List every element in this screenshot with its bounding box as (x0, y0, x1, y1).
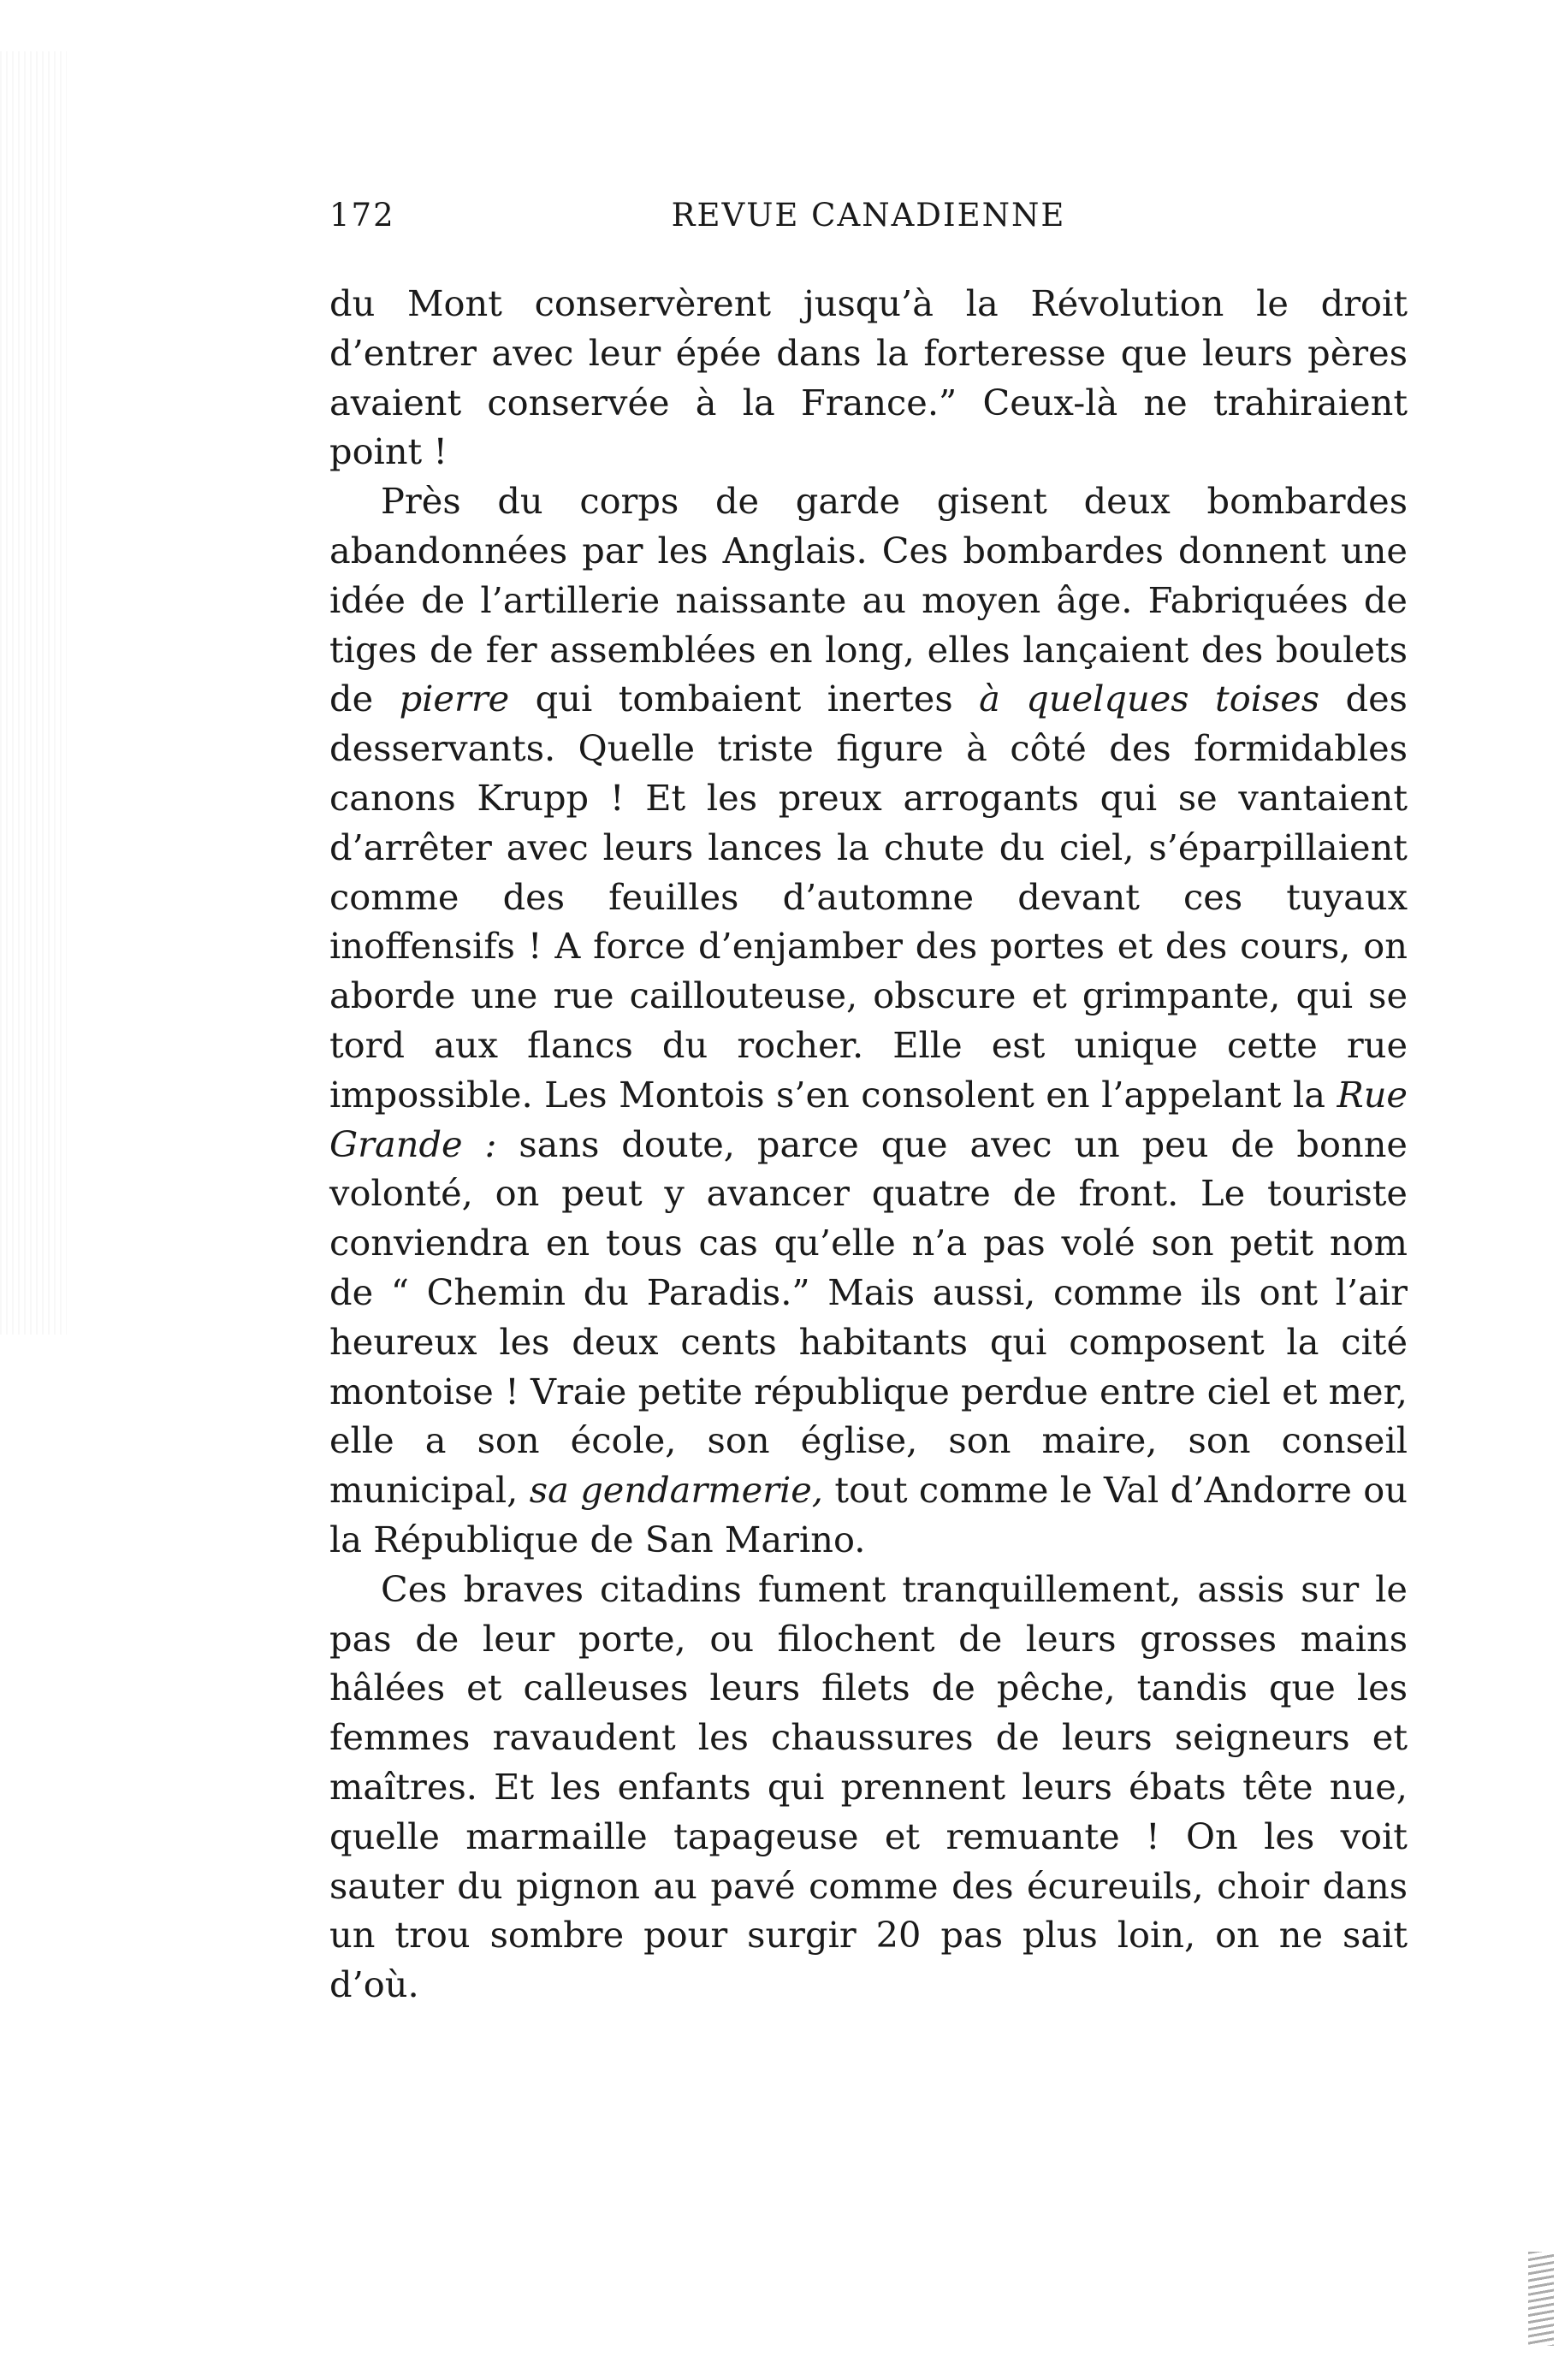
text-span: du Mont conservèrent jusqu’à la Révolution le droit d’entrer avec leur épée dans la forteresse que leurs pères avaient conservée à la France.” Ceux-là ne trahiraient point ! (329, 282, 1408, 473)
text-span: Ces braves citadins fument tranquillement, assis sur le pas de leur porte, ou filochent de leurs grosses mains hâlées et calleuses leurs filets de pêche, tandis que les femmes ravaudent les chaussures de leurs seigneurs et maîtres. Et les enfants qui prennent leurs ébats tête nue, quelle marmaille tapageuse et remuante ! On les voit sauter du pignon au pavé comme des écureuils, choir dans un trou sombre pour surgir 20 pas plus loin, on ne sait d’où. (329, 1567, 1408, 2006)
text-span: Près du corps de garde gisent deux bombardes abandonnées par les Anglais. Ces bombardes donnent une idée de l’artillerie naissante au moyen âge. Fabriquées de tiges de fer assemblées en long, elles lançaient des boulets de (329, 480, 1408, 720)
paragraph-citadins (329, 1565, 1408, 2010)
page-number: 172 (329, 197, 395, 234)
text-span: sans doute, parce que avec un peu de bonne volonté, on peut y avancer quatre de front. Le touriste conviendra en tous cas qu’elle n’a pas volé son petit nom de “ Chemin du Paradis.” Mais aussi, comme ils ont l’air heureux les deux cents habitants qui composent la cité montoise ! Vraie petite république perdue entre ciel et mer, elle a son école, son église, son maire, son conseil municipal, (329, 1122, 1408, 1512)
text-span: tout comme le Val d’Andorre ou la République de San Marino. (329, 1469, 1408, 1560)
italic-span: à quelques toises (979, 678, 1320, 720)
italic-span: sa gendarmerie, (529, 1469, 824, 1512)
body-text (329, 279, 1408, 2010)
italic-span: Rue Grande : (329, 1073, 1408, 1165)
document-page (329, 197, 1408, 2010)
scan-margin-artifact (0, 51, 67, 1335)
running-head (329, 197, 1408, 248)
text-span: des desservants. Quelle triste figure à côté des formidables canons Krupp ! Et les preux arrogants qui se vantaient d’arrêter avec leurs lances la chute du ciel, s’éparpillaient comme des feuilles d’automne devant ces tuyaux inoffensifs ! A force d’enjamber des portes et des cours, on aborde une rue caillouteuse, obscure et grimpante, qui se tord aux flancs du rocher. Elle est unique cette rue impossible. Les Montois s’en consolent en l’appelant la (329, 678, 1408, 1116)
paragraph-bombardes (329, 477, 1408, 1565)
italic-span: pierre (399, 678, 510, 720)
paragraph-continuation (329, 279, 1408, 477)
scan-corner-mark (1528, 2252, 1554, 2346)
text-span: qui tombaient inertes (509, 678, 980, 720)
journal-title: REVUE CANADIENNE (671, 197, 1066, 234)
